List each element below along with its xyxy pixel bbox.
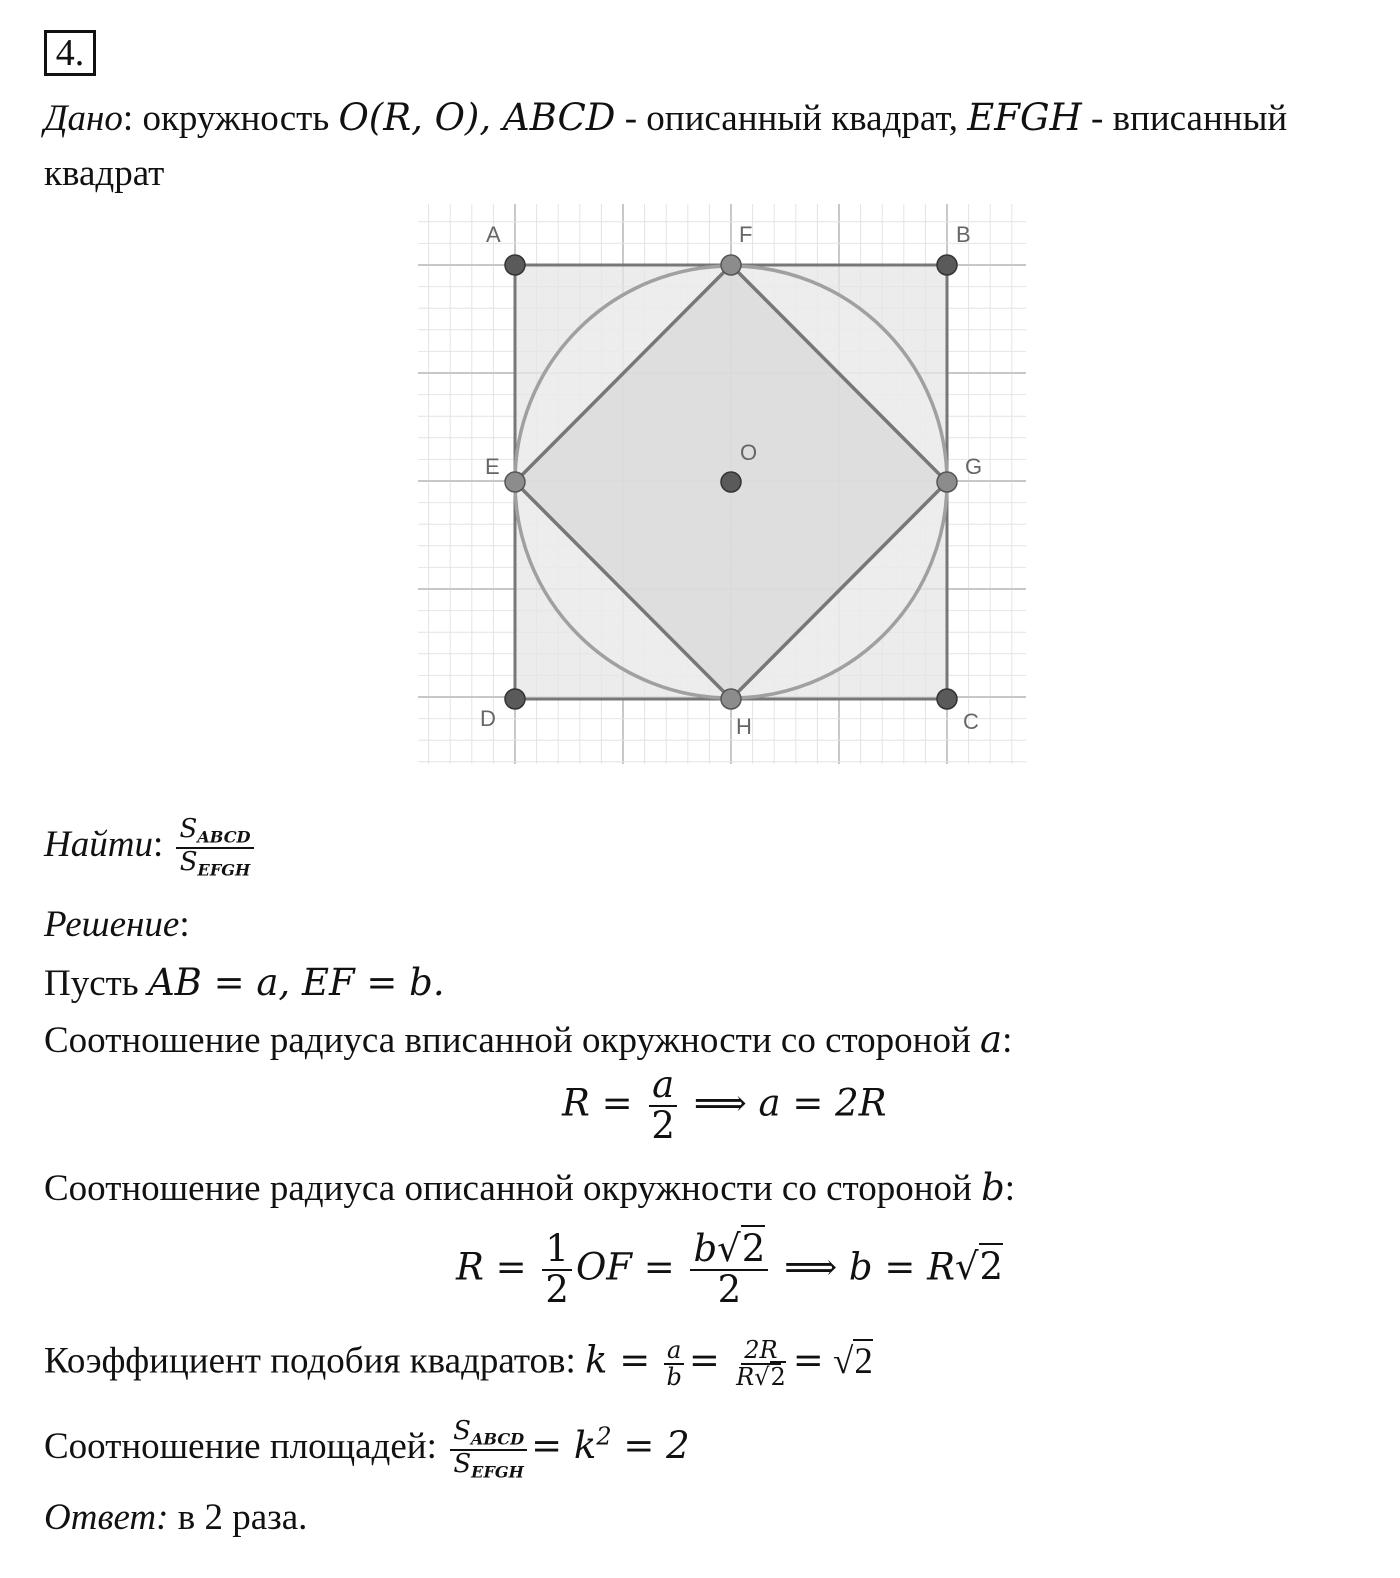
similarity-line <box>44 1338 873 1390</box>
label-H: H <box>736 714 752 739</box>
similarity-k: k = <box>585 1338 651 1382</box>
label-O: O <box>740 440 758 465</box>
eq2-right-sqrt: √2 <box>954 1245 1004 1289</box>
answer-line <box>44 1496 307 1540</box>
area-numerator <box>450 1418 527 1451</box>
similarity-result-root: 2 <box>854 1340 873 1382</box>
geometry-figure <box>418 204 1026 764</box>
similarity-frac-1-den: b <box>666 1363 682 1392</box>
area-power: 2 <box>596 1422 612 1451</box>
label-B: B <box>956 222 971 247</box>
eq2-num-root: 2 <box>741 1227 766 1270</box>
find-den-sub: EFGH <box>197 860 251 880</box>
answer-text: в 2 раза. <box>168 1497 308 1538</box>
similarity-frac-2-num: 2R <box>741 1338 780 1365</box>
answer-label: Ответ: <box>44 1497 169 1538</box>
similarity-frac-2-den-r: R <box>736 1363 755 1392</box>
eq1-left: R = <box>562 1081 633 1125</box>
given-label: Дано <box>44 98 123 139</box>
point-F <box>721 255 741 275</box>
problem-number: 4. <box>44 30 96 76</box>
similarity-frac-2 <box>733 1338 789 1390</box>
eq2-right: ⟹ b = R <box>784 1245 955 1289</box>
similarity-frac-1-num: a <box>664 1338 684 1365</box>
similarity-text: Коэффициент подобия квадратов: <box>44 1340 586 1382</box>
eq1-num: a <box>649 1066 677 1107</box>
eq2-half <box>542 1227 572 1311</box>
given-text-2: - описанный квадрат, <box>615 98 968 139</box>
find-den-s: S <box>179 846 198 877</box>
label-E: E <box>485 454 500 479</box>
similarity-frac-2-den <box>733 1365 789 1390</box>
area-denominator <box>450 1448 527 1482</box>
given-circle-expr: O(R, O), ABCD <box>338 96 616 139</box>
given-line <box>44 96 1287 141</box>
area-den-s: S <box>453 1448 472 1479</box>
eq2-num-b: b <box>693 1227 718 1270</box>
find-num-s: S <box>179 814 198 844</box>
point-O <box>721 472 741 492</box>
find-numerator <box>176 816 253 849</box>
let-expr: AB = a, EF = b. <box>147 961 445 1004</box>
area-num-sub: ABCD <box>470 1429 525 1449</box>
area-num-s: S <box>453 1416 471 1446</box>
eq2-den: 2 <box>717 1267 742 1311</box>
label-A: A <box>486 222 501 247</box>
area-line <box>44 1418 690 1481</box>
similarity-frac-1 <box>663 1338 684 1390</box>
relation-2-line: Соотношение радиуса описанной окружности со стороной b: <box>44 1166 1016 1209</box>
area-tail: = 2 <box>611 1424 690 1468</box>
relation-2-text: Соотношение радиуса описанной окружности со стороной <box>44 1168 982 1209</box>
solution-heading <box>44 903 190 947</box>
find-label: Найти <box>44 824 153 866</box>
similarity-result-sqrt: √2 <box>833 1340 873 1382</box>
label-F: F <box>739 222 753 247</box>
similarity-frac-2-root: 2 <box>770 1363 786 1392</box>
find-colon: : <box>152 824 164 866</box>
similarity-result-eq: = <box>792 1338 824 1382</box>
eq2-left: R = <box>456 1245 527 1289</box>
point-H <box>721 689 741 709</box>
similarity-frac-2-sqrt: √2 <box>754 1363 786 1392</box>
label-D: D <box>480 706 496 731</box>
eq1-den: 2 <box>651 1103 675 1147</box>
given-colon: : <box>122 98 134 139</box>
eq2-num <box>690 1227 768 1271</box>
relation-1-var: a <box>980 1018 1003 1061</box>
point-A <box>505 255 525 275</box>
find-line <box>44 816 258 879</box>
similarity-eq: = <box>688 1338 720 1382</box>
relation-2-var: b <box>981 1166 1005 1209</box>
equation-2 <box>456 1227 1004 1311</box>
eq2-half-num: 1 <box>542 1230 572 1271</box>
find-num-sub: ABCD <box>197 827 251 847</box>
solution-colon: : <box>179 904 190 945</box>
label-C: C <box>963 709 979 734</box>
eq2-mid: OF = <box>575 1245 675 1289</box>
solution-label: Решение <box>44 904 180 945</box>
equation-1 <box>562 1063 887 1147</box>
label-G: G <box>965 454 983 479</box>
find-fraction <box>176 816 253 879</box>
area-result: = k <box>531 1424 597 1468</box>
given-text-1: окружность <box>142 98 339 139</box>
find-denominator <box>177 846 254 880</box>
given-line-2: квадрат <box>44 153 165 194</box>
eq1-fraction <box>648 1063 678 1147</box>
eq2-fraction <box>690 1227 768 1311</box>
area-text: Соотношение площадей: <box>44 1426 447 1468</box>
eq1-right: ⟹ a = 2R <box>693 1081 887 1125</box>
eq2-num-sqrt: √2 <box>717 1227 766 1270</box>
eq2-right-root: 2 <box>979 1245 1004 1289</box>
point-D <box>505 689 525 709</box>
given-inscribed-expr: EFGH <box>967 96 1082 139</box>
point-C <box>937 689 957 709</box>
given-text-3: - вписанный <box>1081 98 1288 139</box>
area-fraction <box>450 1418 527 1481</box>
eq2-half-den: 2 <box>545 1267 569 1311</box>
let-line <box>44 961 445 1006</box>
point-E <box>505 472 525 492</box>
relation-1-line: Соотношение радиуса вписанной окружности со стороной a: <box>44 1018 1013 1061</box>
let-text: Пусть <box>44 963 148 1004</box>
point-G <box>937 472 957 492</box>
relation-1-text: Соотношение радиуса вписанной окружности со стороной <box>44 1020 981 1061</box>
point-B <box>937 255 957 275</box>
area-den-sub: EFGH <box>471 1462 524 1482</box>
